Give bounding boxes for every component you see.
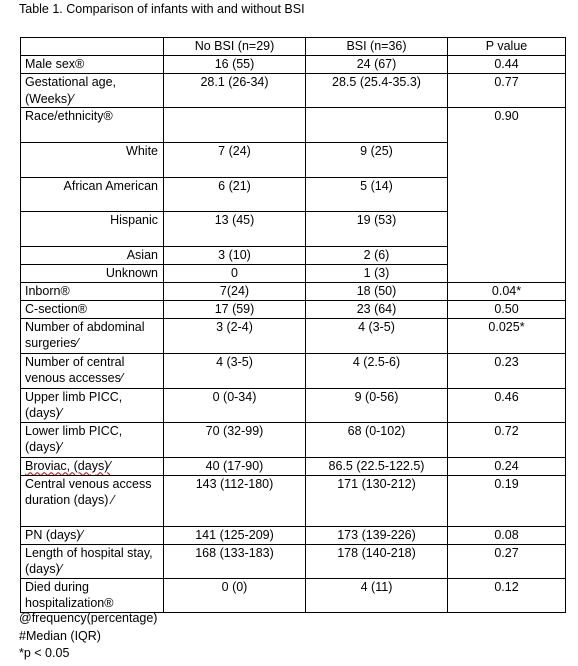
cell-bsi: 171 (130-212)	[306, 475, 448, 526]
cell-bsi: 4 (2.5-6)	[306, 353, 448, 388]
header-cell-p-value: P value	[448, 38, 566, 56]
row-label: Inborn®	[21, 283, 164, 301]
cell-bsi	[306, 108, 448, 143]
row-label: Upper limb PICC, (days)⁄	[21, 388, 164, 422]
footnote-significance: *p < 0.05	[19, 646, 70, 660]
cell-no-bsi: 7 (24)	[164, 143, 306, 178]
footnote-frequency: @frequency(percentage)	[19, 611, 158, 625]
table-row	[21, 475, 566, 526]
cell-p-value: 0.23	[448, 353, 566, 388]
row-label: White	[21, 143, 164, 178]
cell-no-bsi: 13 (45)	[164, 212, 306, 247]
cell-p-value: 0.12	[448, 578, 566, 612]
table-row	[21, 578, 566, 612]
cell-no-bsi: 40 (17-90)	[164, 457, 306, 475]
cell-bsi: 24 (67)	[306, 56, 448, 74]
cell-no-bsi: 143 (112-180)	[164, 475, 306, 526]
cell-p-value: 0.08	[448, 526, 566, 544]
cell-bsi: 9 (0-56)	[306, 388, 448, 422]
cell-bsi: 173 (139-226)	[306, 526, 448, 544]
cell-bsi: 9 (25)	[306, 143, 448, 178]
table-row	[21, 457, 566, 475]
cell-no-bsi: 3 (10)	[164, 247, 306, 265]
table-caption: Table 1. Comparison of infants with and without BSI	[19, 2, 305, 16]
row-label: Number of abdominal surgeries⁄	[21, 318, 164, 353]
cell-bsi: 86.5 (22.5-122.5)	[306, 457, 448, 475]
table-row	[21, 422, 566, 457]
cell-bsi: 178 (140-218)	[306, 544, 448, 578]
cell-bsi: 19 (53)	[306, 212, 448, 247]
row-label: Unknown	[21, 265, 164, 283]
cell-p-value: 0.77	[448, 74, 566, 108]
row-label-text: Broviac, (days)⁄	[25, 458, 111, 473]
table-row	[21, 56, 566, 74]
header-cell-label	[21, 38, 164, 56]
row-label: Asian	[21, 247, 164, 265]
cell-p-value: 0.27	[448, 544, 566, 578]
cell-bsi: 2 (6)	[306, 247, 448, 265]
table-row	[21, 388, 566, 422]
cell-no-bsi: 17 (59)	[164, 300, 306, 318]
cell-bsi: 5 (14)	[306, 178, 448, 212]
row-label	[21, 457, 164, 475]
row-label: Died during hospitalization®	[21, 578, 164, 612]
row-label: Race/ethnicity®	[21, 108, 164, 143]
footnotes	[19, 610, 157, 663]
cell-no-bsi: 70 (32-99)	[164, 422, 306, 457]
cell-bsi: 18 (50)	[306, 283, 448, 301]
cell-no-bsi: 0 (0)	[164, 578, 306, 612]
cell-p-value: 0.90	[448, 108, 566, 283]
cell-p-value: 0.72	[448, 422, 566, 457]
row-label: Central venous access duration (days) ⁄	[21, 475, 164, 526]
row-label: Number of central venous accesses⁄	[21, 353, 164, 388]
cell-bsi: 4 (3-5)	[306, 318, 448, 353]
header-cell-bsi: BSI (n=36)	[306, 38, 448, 56]
row-label: African American	[21, 178, 164, 212]
cell-no-bsi	[164, 108, 306, 143]
cell-p-value: 0.04*	[448, 283, 566, 301]
header-cell-no-bsi: No BSI (n=29)	[164, 38, 306, 56]
cell-p-value: 0.24	[448, 457, 566, 475]
table-row	[21, 544, 566, 578]
cell-p-value: 0.44	[448, 56, 566, 74]
table-row	[21, 283, 566, 301]
table-row	[21, 300, 566, 318]
cell-bsi: 23 (64)	[306, 300, 448, 318]
cell-bsi: 68 (0-102)	[306, 422, 448, 457]
row-label: Length of hospital stay, (days)⁄	[21, 544, 164, 578]
cell-no-bsi: 28.1 (26-34)	[164, 74, 306, 108]
cell-p-value: 0.50	[448, 300, 566, 318]
row-label: Lower limb PICC, (days)⁄	[21, 422, 164, 457]
cell-no-bsi: 168 (133-183)	[164, 544, 306, 578]
cell-p-value: 0.025*	[448, 318, 566, 353]
table-row	[21, 74, 566, 108]
footnote-median: #Median (IQR)	[19, 628, 101, 643]
row-label: Hispanic	[21, 212, 164, 247]
cell-no-bsi: 16 (55)	[164, 56, 306, 74]
cell-no-bsi: 0	[164, 265, 306, 283]
table-row	[21, 353, 566, 388]
table-row	[21, 318, 566, 353]
cell-no-bsi: 141 (125-209)	[164, 526, 306, 544]
cell-no-bsi: 6 (21)	[164, 178, 306, 212]
cell-no-bsi: 4 (3-5)	[164, 353, 306, 388]
comparison-table	[20, 37, 566, 613]
row-label: Gestational age, (Weeks)⁄	[21, 74, 164, 108]
row-label: Male sex®	[21, 56, 164, 74]
row-label: PN (days)⁄	[21, 526, 164, 544]
cell-p-value: 0.46	[448, 388, 566, 422]
cell-no-bsi: 7(24)	[164, 283, 306, 301]
cell-no-bsi: 0 (0-34)	[164, 388, 306, 422]
cell-no-bsi: 3 (2-4)	[164, 318, 306, 353]
row-label: C-section®	[21, 300, 164, 318]
cell-bsi: 1 (3)	[306, 265, 448, 283]
table-row	[21, 108, 566, 143]
header-row	[21, 38, 566, 56]
cell-p-value: 0.19	[448, 475, 566, 526]
cell-bsi: 28.5 (25.4-35.3)	[306, 74, 448, 108]
cell-bsi: 4 (11)	[306, 578, 448, 612]
table-row	[21, 526, 566, 544]
